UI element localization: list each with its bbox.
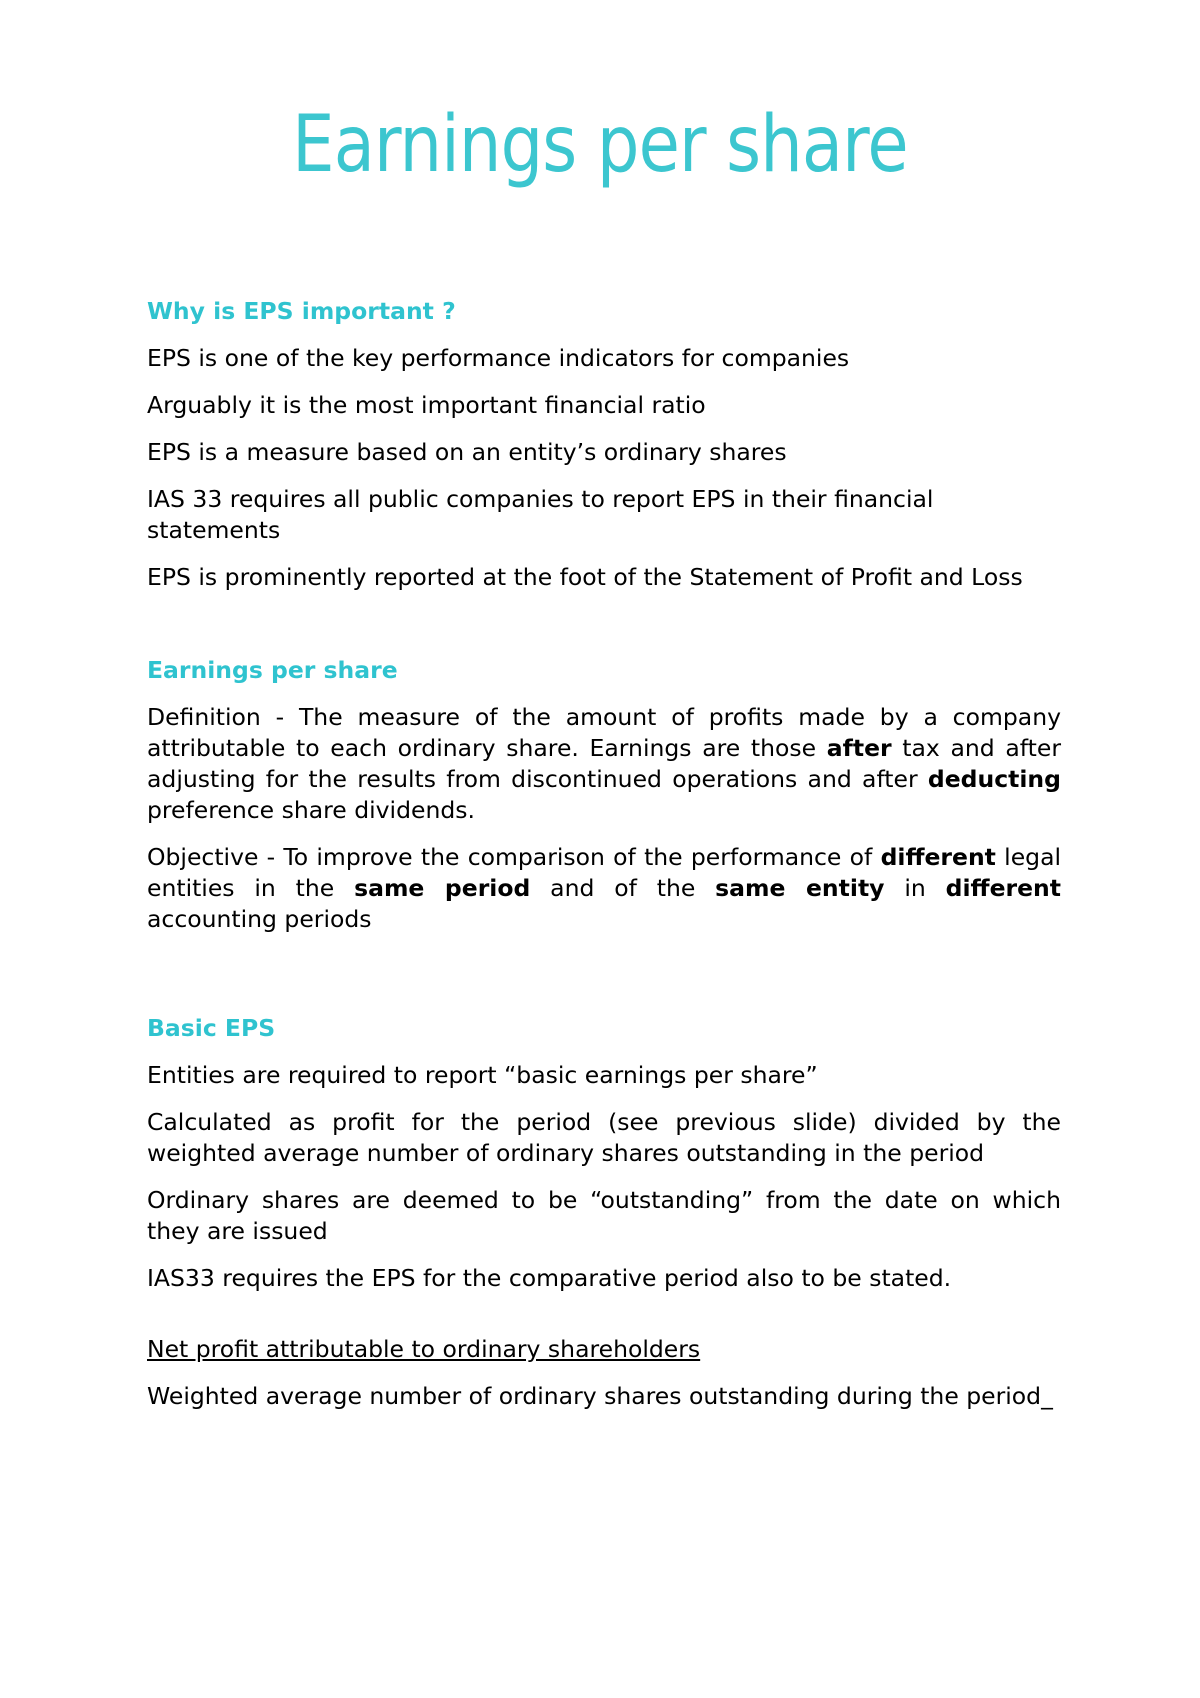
definition-bold-after: after [826, 734, 892, 762]
objective-bold: same entity [715, 874, 885, 902]
objective-paragraph [147, 842, 1061, 935]
objective-text: in [884, 874, 946, 902]
definition-text: tax and after adjusting for the results from discontinued operations and after [147, 734, 1061, 793]
paragraph: IAS 33 requires all public companies to report EPS in their financial statements [147, 485, 934, 544]
definition-paragraph [147, 702, 1061, 826]
definition-bold-deducting: deducting [927, 765, 1061, 793]
paragraph: Entities are required to report “basic earnings per share” [147, 1061, 818, 1089]
paragraph: Calculated as profit for the period (see previous slide) divided by the weighted average number of ordinary shares outstanding in the period [147, 1108, 1061, 1167]
paragraph: EPS is one of the key performance indicators for companies [147, 344, 850, 372]
objective-text: and of the [530, 874, 716, 902]
objective-text: legal entities in the [147, 843, 1061, 902]
section-heading-why-eps: Why is EPS important ? [147, 297, 456, 325]
paragraph: IAS33 requires the EPS for the comparative period also to be stated. [147, 1264, 952, 1292]
document-body [147, 296, 1061, 1428]
formula-denominator: Weighted average number of ordinary shares outstanding during the period_ [147, 1382, 1053, 1410]
page-title: Earnings per share [292, 100, 908, 190]
objective-bold: different [880, 843, 996, 871]
section-heading-earnings-per-share: Earnings per share [147, 656, 398, 684]
definition-text: preference share dividends. [147, 796, 475, 824]
paragraph: EPS is a measure based on an entity’s ordinary shares [147, 438, 787, 466]
paragraph: EPS is prominently reported at the foot of the Statement of Profit and Loss [147, 563, 1023, 591]
objective-text: accounting periods [147, 905, 372, 933]
objective-text: Objective - To improve the comparison of the performance of [147, 843, 881, 871]
definition-text: Definition - The measure of the amount of profits made by a company attributable to each ordinary share. Earnings are those [147, 703, 1061, 762]
paragraph: Ordinary shares are deemed to be “outstanding” from the date on which they are issued [147, 1186, 1061, 1245]
paragraph: Arguably it is the most important financial ratio [147, 391, 706, 419]
section-heading-basic-eps: Basic EPS [147, 1014, 276, 1042]
formula-numerator: Net profit attributable to ordinary shareholders [147, 1335, 701, 1363]
objective-bold: different [945, 874, 1061, 902]
objective-bold: same period [354, 874, 531, 902]
